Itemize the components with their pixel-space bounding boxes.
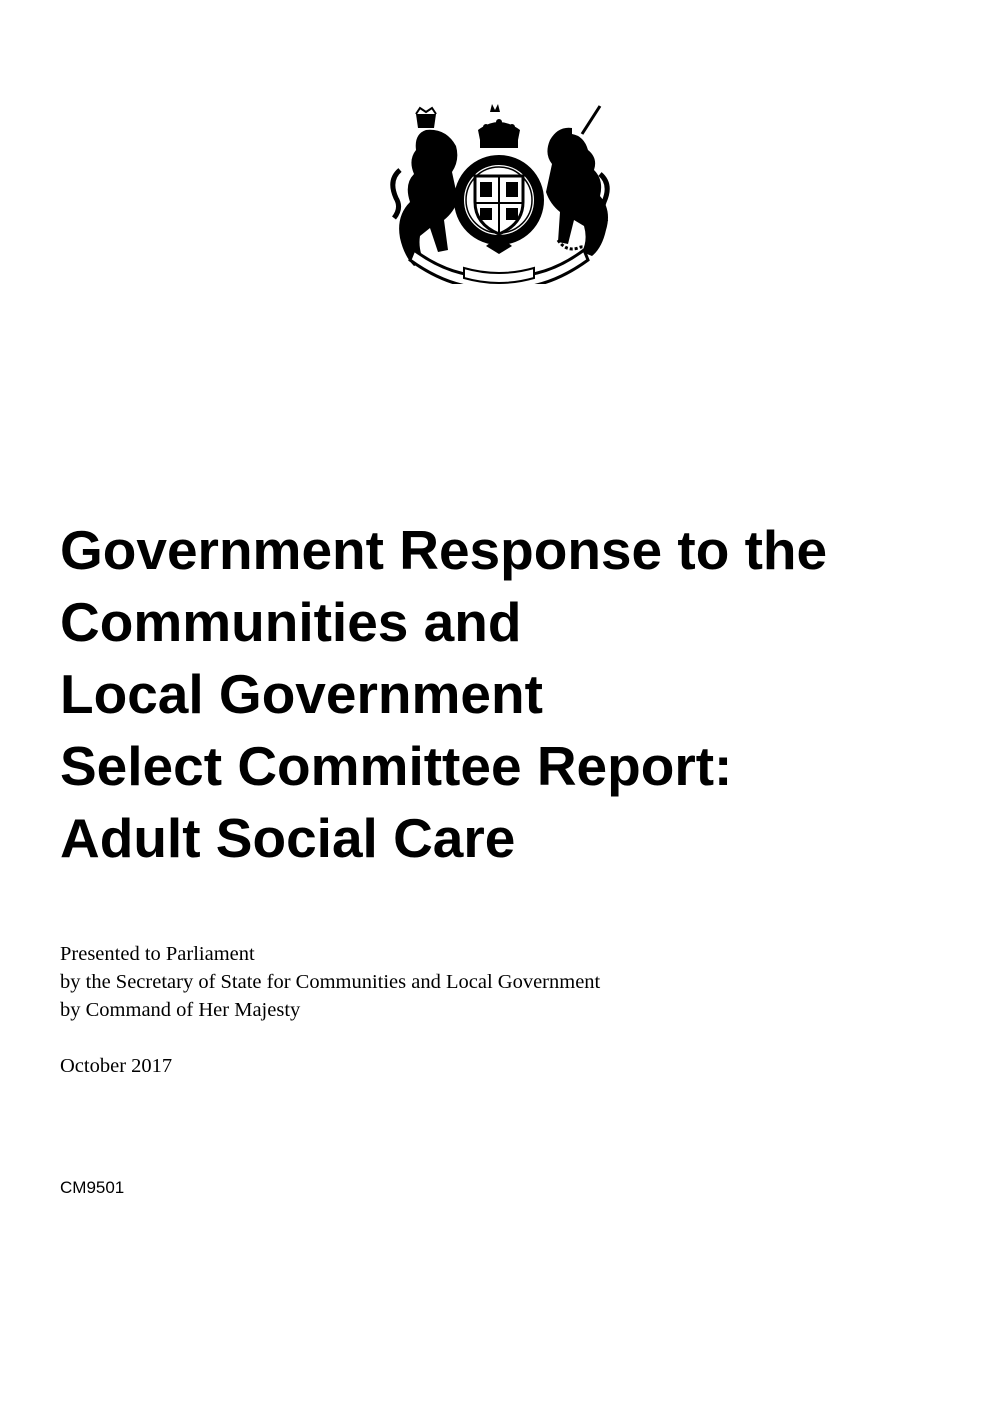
command-paper-number: CM9501 <box>60 1178 125 1197</box>
title-line: Adult Social Care <box>60 807 516 869</box>
title-line: Government Response to the <box>60 519 828 581</box>
presentation-line: by Command of Her Majesty <box>60 999 301 1021</box>
document-title <box>60 514 960 874</box>
title-line: Select Committee Report: <box>60 735 733 797</box>
presentation-line: Presented to Parliament <box>60 943 255 965</box>
presentation-statement <box>60 940 860 1024</box>
title-line: Local Government <box>60 663 543 725</box>
presentation-line: by the Secretary of State for Communities and Local Government <box>60 971 601 993</box>
royal-coat-of-arms-logo <box>386 100 612 284</box>
publication-date: October 2017 <box>60 1055 173 1077</box>
title-line: Communities and <box>60 591 522 653</box>
crest-icon <box>386 100 612 284</box>
